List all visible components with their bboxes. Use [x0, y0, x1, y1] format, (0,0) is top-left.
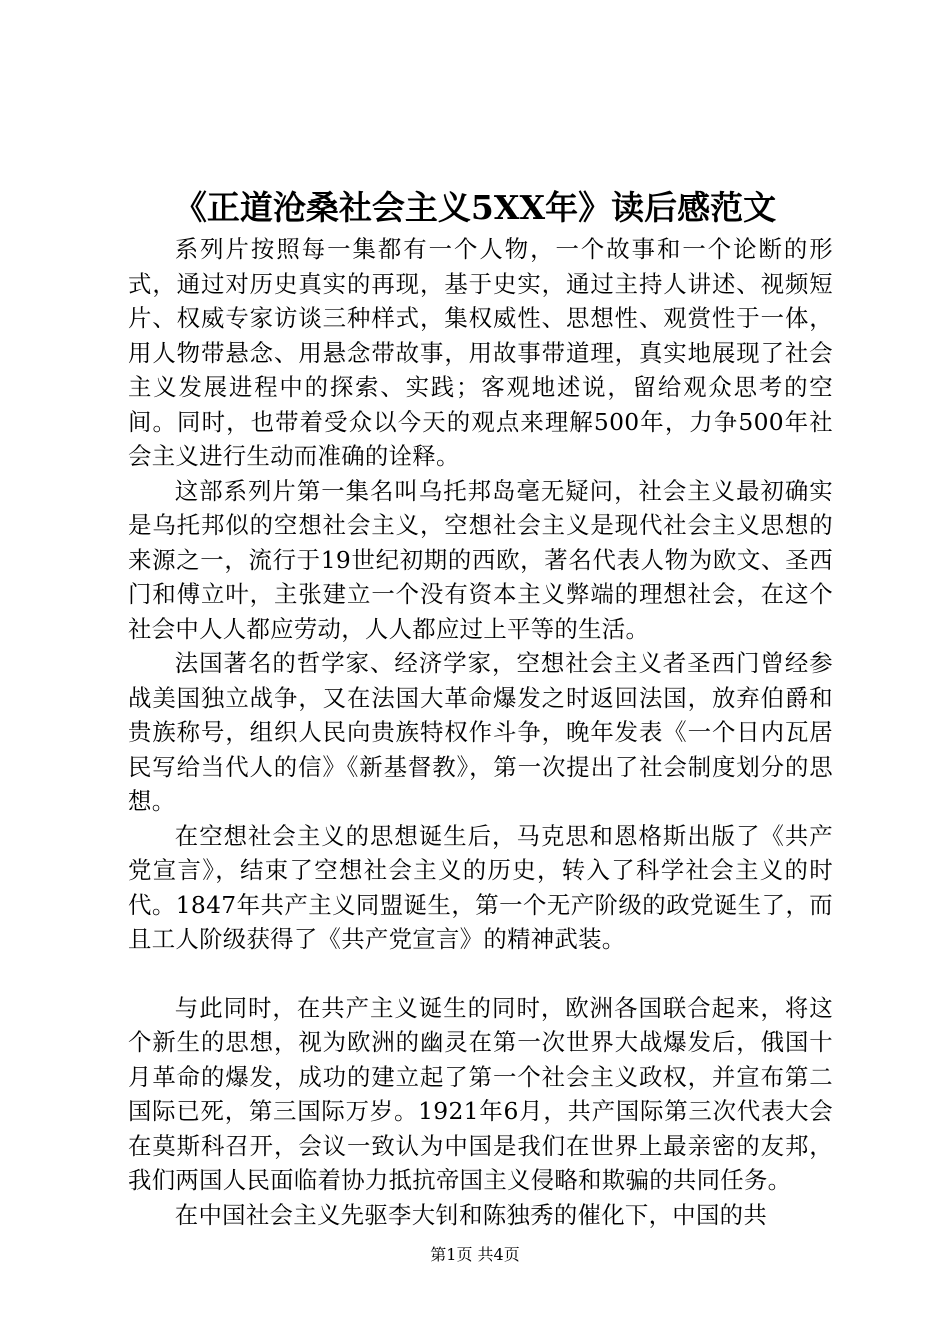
paragraph: 在中国社会主义先驱李大钊和陈独秀的催化下，中国的共	[174, 1200, 768, 1229]
paragraph: 法国著名的哲学家、经济学家，空想社会主义者圣西门曾经参战美国独立战争，又在法国大革命爆发之时返回法国，放弃伯爵和贵族称号，组织人民向贵族特权作斗争，晚年发表《一个日内瓦居民写给当代人的信》《新基督教》，第一次提出了社会制度划分的思想。	[128, 649, 833, 815]
page-footer: 第1页 共4页	[430, 1245, 520, 1264]
paragraph: 与此同时，在共产主义诞生的同时，欧洲各国联合起来，将这个新生的思想，视为欧洲的幽灵在第一次世界大战爆发后，俄国十月革命的爆发，成功的建立起了第一个社会主义政权，并宣布第二国际已死，第三国际万岁。1921年6月，共产国际第三次代表大会在莫斯科召开，会议一致认为中国是我们在世界上最亲密的友邦，我们两国人民面临着协力抵抗帝国主义侵略和欺骗的共同任务。	[128, 993, 833, 1194]
paragraph: 系列片按照每一集都有一个人物，一个故事和一个论断的形式，通过对历史真实的再现，基于史实，通过主持人讲述、视频短片、权威专家访谈三种样式，集权威性、思想性、观赏性于一体，用人物带悬念、用悬念带故事，用故事带道理，真实地展现了社会主义发展进程中的探索、实践；客观地述说，留给观众思考的空间。同时，也带着受众以今天的观点来理解500年，力争500年社会主义进行生动而准确的诠释。	[128, 235, 833, 470]
paragraph: 这部系列片第一集名叫乌托邦岛毫无疑问，社会主义最初确实是乌托邦似的空想社会主义，空想社会主义是现代社会主义思想的来源之一，流行于19世纪初期的西欧，著名代表人物为欧文、圣西门和傅立叶，主张建立一个没有资本主义弊端的理想社会，在这个社会中人人都应劳动，人人都应过上平等的生活。	[128, 476, 833, 643]
document-title: 《正道沧桑社会主义5XX年》读后感范文	[173, 188, 777, 227]
document-body	[128, 232, 833, 1232]
paragraph: 在空想社会主义的思想诞生后，马克思和恩格斯出版了《共产党宣言》，结束了空想社会主义的历史，转入了科学社会主义的时代。1847年共产主义同盟诞生，第一个无产阶级的政党诞生了，而且工人阶级获得了《共产党宣言》的精神武装。	[128, 821, 833, 953]
